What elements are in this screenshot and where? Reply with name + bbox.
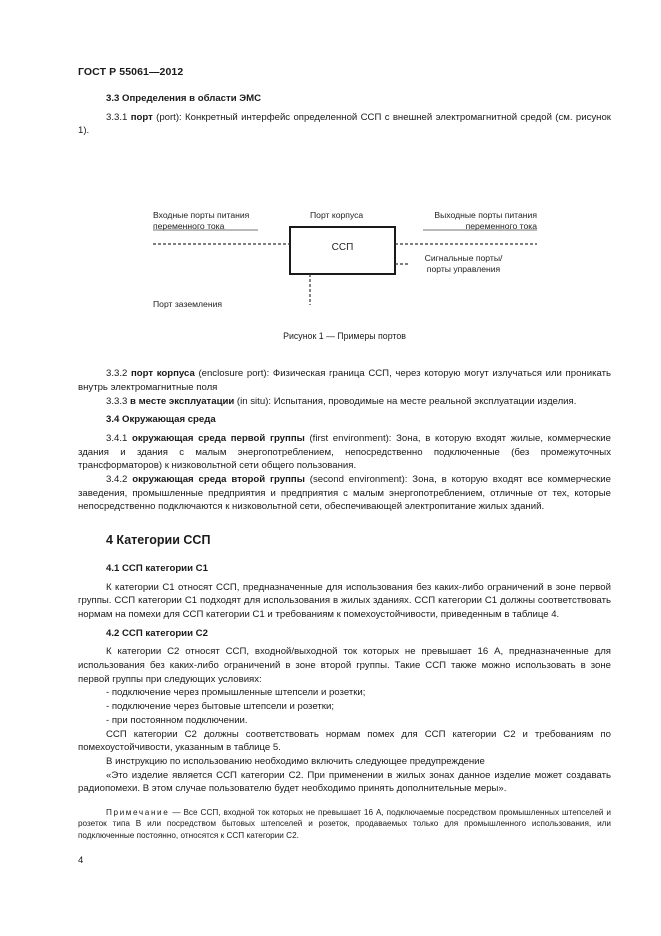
input-ports-label: Входные порты питания переменного тока bbox=[153, 210, 250, 232]
definition-second-environment: 3.4.2 окружающая среда второй группы (second environment): Зона, в которую входят все коммерческие заведения, промышленные предприятия и предприятия с малым энергопотреблением, отличные от тех, которые непосредственно подключаются к низковольтной сети, обеспечивающей электропитание жилых зданий. bbox=[78, 474, 611, 513]
paragraph-4-2-instruction: В инструкцию по использованию необходимо включить следующее предупреждение bbox=[106, 755, 485, 767]
signal-ports-label: Сигнальные порты/ порты управления bbox=[424, 253, 503, 275]
enclosure-port-label: Порт корпуса bbox=[310, 210, 364, 221]
list-item: - подключение через бытовые штепсели и розетки; bbox=[106, 701, 334, 713]
page-body bbox=[78, 92, 611, 841]
figure-ports-diagram bbox=[78, 147, 611, 342]
paragraph-4-2-intro: К категории С2 относят ССП, входной/выходной ток которых не превышает 16 А, предназначенные для использования без каких-либо ограничений в зоне второй группы. Такие ССП также можно использовать в зоне первой группы при следующих условиях: bbox=[78, 646, 611, 685]
page-number: 4 bbox=[78, 855, 84, 866]
definition-port: 3.3.1 порт (port): Конкретный интерфейс определенной ССП с внешней электромагнитной средой (см. рисунок 1). bbox=[78, 111, 611, 137]
section-heading-3-4: 3.4 Окружающая среда bbox=[106, 414, 216, 426]
section-heading-4-1: 4.1 ССП категории С1 bbox=[106, 562, 208, 574]
list-item: - при постоянном подключении. bbox=[106, 714, 248, 726]
section-heading-4-2: 4.2 ССП категории С2 bbox=[106, 627, 208, 639]
document-header: ГОСТ Р 55061—2012 bbox=[78, 66, 184, 78]
earth-port-label: Порт заземления bbox=[153, 299, 223, 310]
paragraph-4-2-requirements: ССП категории С2 должны соответствовать нормам помех для ССП категории С2 и требованиям по помехоустойчивости, указанным в таблице 5. bbox=[78, 728, 611, 754]
definition-first-environment: 3.4.1 окружающая среда первой группы (first environment): Зона, в которую входят жилые, коммерческие здания и здания с малым энергопотреблением, непосредственно подключенные (без промежуточных трансформаторов) к низковольтной сети общего пользования. bbox=[78, 432, 611, 472]
note: Примечание — Все ССП, входной ток которых не превышает 16 А, подключаемые посредством промышленных штепселей и розеток типа В или посредством бытовых штепселей и розеток, продаваемых только для промышленного использования, или подключенные постоянно, относятся к ССП категории С2. bbox=[78, 808, 611, 840]
paragraph-4-2-warning: «Это изделие является ССП категории С2. При применении в жилых зонах данное изделие может создавать радиопомехи. В этом случае пользователю будет необходимо принять дополнительные меры». bbox=[78, 769, 611, 795]
paragraph-4-1: К категории С1 относят ССП, предназначенные для использования без каких-либо ограничений в зоне первой группы. ССП категории С1 подходят для использования в жилых зданиях. ССП категории С1 должны соответствовать нормам на помехи для ССП категории С1 и требованиям к помехоустойчивости, приведенным в таблице 4. bbox=[78, 581, 611, 620]
definition-enclosure-port: 3.3.2 порт корпуса (enclosure port): Физическая граница ССП, через которую могут излучаться или проникать внутрь электромагнитные поля bbox=[78, 368, 611, 393]
list-item: - подключение через промышленные штепсели и розетки; bbox=[106, 687, 366, 699]
section-heading-4: 4 Категории ССП bbox=[106, 533, 211, 548]
definition-in-situ: 3.3.3 в месте эксплуатации (in situ): Испытания, проводимые на месте реальной эксплуатации изделия. bbox=[106, 395, 577, 407]
section-heading-3-3: 3.3 Определения в области ЭМС bbox=[106, 93, 262, 104]
equipment-box-label: ССП bbox=[331, 242, 354, 254]
figure-caption: Рисунок 1 — Примеры портов bbox=[283, 331, 406, 342]
output-ports-label: Выходные порты питания переменного тока bbox=[434, 210, 537, 232]
